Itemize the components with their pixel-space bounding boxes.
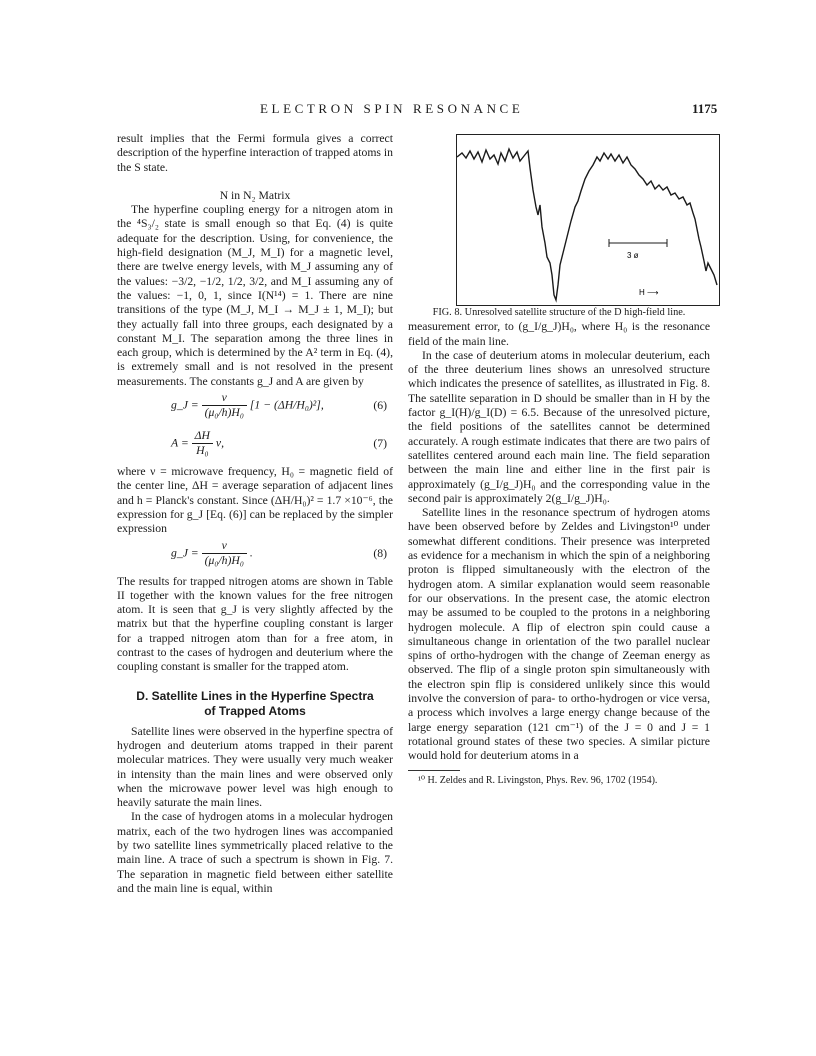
page-number: 1175	[692, 101, 718, 116]
spectrum-trace	[457, 135, 719, 305]
paragraph: Satellite lines were observed in the hyperfine spectra of hydrogen and deuterium atoms trapped in their parent molecular matrices. They were usually very much weaker in intensity than the main lines and were observed only when the microwave power level was high enough to heavily saturate the main lines.	[117, 724, 393, 810]
fraction-denominator: (μ₀/h)H₀	[204, 553, 244, 567]
right-column	[408, 132, 710, 787]
equation-number: (7)	[373, 437, 387, 451]
equation-number: (6)	[373, 399, 387, 413]
fraction-numerator: ΔH	[192, 429, 213, 444]
subsection-heading: N in N₂ Matrix	[219, 188, 291, 202]
paragraph: Satellite lines in the resonance spectrum of hydrogen atoms have been observed before by Zeldes and Livingston¹⁰ under somewhat different conditions. Their presence was interpreted as evidence for a mechanism in which the spin of a neighboring proton is flipped simultaneously with the electron of the hydrogen atom. A similar explanation would seem reasonable for our observations. In the present case, the atomic electron may be assumed to be coupled to the protons in a neighboring hydrogen molecule. A flip of electron spin could cause a simultaneous change in orientation of the two parallel nuclear spins of ortho-hydrogen with the change of Zeeman energy as observed. The flip of a single proton spin simultaneously with the electron spin flip is considered unlikely since this would involve the conversion of para- to ortho-hydrogen or vice versa, a process which involves a large energy change because of the large energy separation (121 cm⁻¹) of the J = 0 and J = 1 rotational ground states of these two species. A similar picture would hold for deuterium atoms in a	[408, 506, 710, 763]
equation-6	[117, 389, 393, 427]
paragraph: The results for trapped nitrogen atoms are shown in Table II together with the known values for the free nitrogen atom. It is seen that g_J is very slightly affected by the matrix but that the hyperfine coupling constant is larger for a trapped nitrogen atom than for a free atom, in contrast to the cases of hydrogen and deuterium where the coupling constant is smaller for the trapped atom.	[117, 574, 393, 674]
fraction-numerator: ν	[202, 391, 247, 406]
paragraph: where ν = microwave frequency, H₀ = magnetic field of the center line, ΔH = average separation of adjacent lines and h = Planck's constant. Since (ΔH/H₀)² = 1.7 ×10⁻⁶, the expression for g_J [Eq. (6)] can be replaced by the simpler expression	[117, 465, 393, 536]
fraction-numerator: ν	[202, 539, 247, 554]
equation-bracket-term: [1 − (ΔH/H₀)²],	[249, 398, 324, 412]
paragraph: In the case of hydrogen atoms in a molecular hydrogen matrix, each of the two hydrogen lines was accompanied by two satellite lines symmetrically placed relative to the main line. A trace of such a spectrum is shown in Fig. 7. The separation in magnetic field between either satellite and the main line is equal, within	[117, 810, 393, 895]
equation-fraction	[192, 429, 213, 459]
spectrum-line	[457, 149, 717, 300]
paragraph-intro: result implies that the Fermi formula gives a correct description of the hyperfine interaction of trapped atoms in the S state.	[117, 132, 393, 174]
paragraph: measurement error, to (g_I/g_J)H₀, where H₀ is the resonance field of the main line.	[408, 320, 710, 348]
equation-7	[117, 427, 393, 465]
fraction-denominator: H₀	[196, 444, 209, 458]
section-heading-line: of Trapped Atoms	[204, 703, 306, 718]
equation-lhs: g_J =	[171, 398, 199, 412]
paragraph: In the case of deuterium atoms in molecular deuterium, each of the three deuterium lines shows an unresolved structure which indicates the presence of satellites, as illustrated in Fig. 8. The satellite separation in D should be smaller than in H by the factor g_I(H)/g_I(D) = 6.5. Because of the unresolved picture, the field positions of the satellites cannot be determined accurately. A rough estimate indicates that there are two pairs of satellites centered around each main line. The field separation between the main line and either line in the first pair is approximately (g_I/g_J)H₀ and the corresponding value in the second pair is approximately 2(g_I/g_J)H₀.	[408, 348, 710, 505]
equation-number: (8)	[373, 546, 387, 560]
paragraph: The hyperfine coupling energy for a nitrogen atom in the ⁴S₃/₂ state is small enough so that Eq. (4) is quite adequate for the description. Using, for convenience, the high-field designation (M_J, M_I) for a magnetic level, there are twelve energy levels, with M_J assuming any of the values: −3/2, −1/2, 1/2, 3/2, and M_I assuming any of the values: −1, 0, 1, since I(N¹⁴) = 1. There are nine transitions of the type (M_J, M_I → M_J ± 1, M_I); but they actually fall into three groups, each designated by a constant M_I. The separation among the three lines in each group, which is determined by the A² term in Eq. (4), is extremely small and is not resolved in the present measurements. The constants g_J and A are given by	[117, 203, 393, 388]
section-heading-line: D. Satellite Lines in the Hyperfine Spectra	[136, 688, 374, 703]
scale-label: 3 ø	[627, 251, 639, 260]
footnote: ¹⁰ H. Zeldes and R. Livingston, Phys. Rev. 96, 1702 (1954).	[418, 774, 658, 786]
fraction-denominator: (μ₀/h)H₀	[204, 406, 244, 420]
equation-fraction	[202, 539, 247, 569]
figure-caption: FIG. 8. Unresolved satellite structure of the D high-field line.	[432, 307, 686, 318]
running-title: ELECTRON SPIN RESONANCE	[260, 101, 524, 116]
field-direction-label: H ⟶	[639, 288, 659, 297]
equation-lhs: g_J =	[171, 546, 199, 560]
equation-lhs: A =	[171, 436, 189, 450]
page-header	[0, 101, 816, 121]
footnote-divider	[408, 770, 460, 771]
equation-tail: .	[249, 546, 253, 560]
equation-tail: ν,	[215, 436, 225, 450]
equation-8	[117, 537, 393, 575]
equation-fraction	[202, 391, 247, 421]
figure-8	[456, 134, 720, 306]
section-heading	[117, 689, 393, 719]
left-column	[117, 132, 393, 896]
